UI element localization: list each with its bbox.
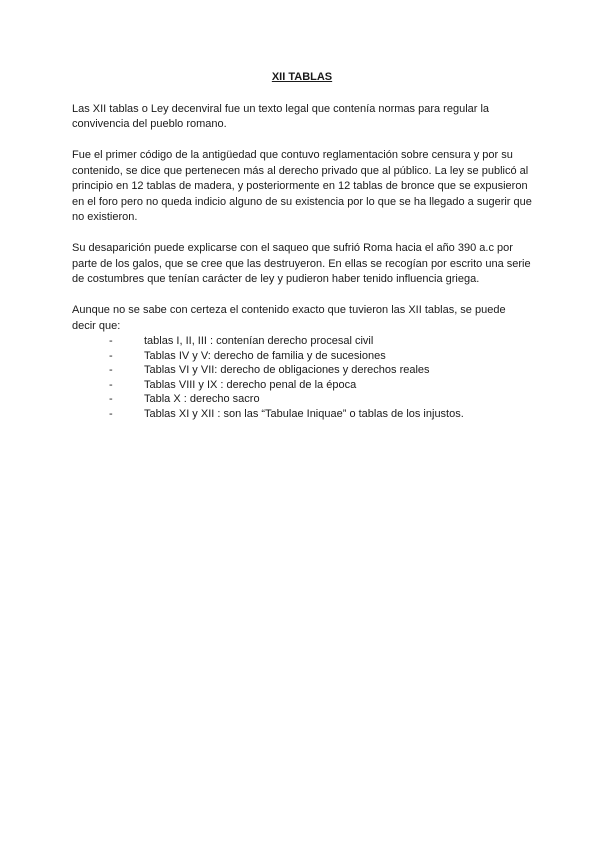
- list-item: [72, 363, 532, 378]
- list-item: [72, 349, 532, 364]
- paragraph-intro: Las XII tablas o Ley decenviral fue un texto legal que contenía normas para regular la convivencia del pueblo romano.: [72, 102, 490, 130]
- bullet-dash: -: [109, 407, 113, 420]
- document-title: XII TABLAS: [271, 71, 333, 83]
- list-intro: Aunque no se sabe con certeza el contenido exacto que tuvieron las XII tablas, se puede decir que:: [72, 304, 506, 332]
- list-item-text: Tabla X : derecho sacro: [144, 393, 260, 405]
- bullet-dash: -: [109, 378, 113, 391]
- paragraph-disappearance: Su desaparición puede explicarse con el saqueo que sufrió Roma hacia el año 390 a.c por parte de los galos, que se cree que las destruyeron. En ellas se recogían por escrito una serie de costumbres que tenían carácter de ley y pudieron haber tenido influencia griega.: [72, 242, 531, 285]
- list-item: [72, 392, 532, 407]
- bullet-dash: -: [109, 364, 113, 376]
- tables-content-list: [72, 334, 532, 421]
- bullet-dash: -: [109, 349, 113, 362]
- bullet-dash: -: [109, 393, 113, 405]
- bullet-dash: -: [109, 335, 113, 347]
- list-item: [72, 378, 532, 393]
- list-item-text: Tablas XI y XII : son las “Tabulae Iniquae” o tablas de los injustos.: [144, 407, 464, 420]
- list-item-text: Tablas IV y V: derecho de familia y de sucesiones: [144, 349, 386, 362]
- list-item: [72, 407, 532, 422]
- paragraph-origin: Fue el primer código de la antigüedad que contuvo reglamentación sobre censura y por su contenido, se dice que pertenecen más al derecho privado que al público. La ley se publicó al principio en 12 tablas de madera, y posteriormente en 12 tablas de bronce que se expusieron en el foro pero no queda indicio alguno de su existencia por lo que se ha llegado a sugerir que no existieron.: [72, 149, 532, 223]
- list-item-text: tablas I, II, III : contenían derecho procesal civil: [144, 335, 374, 347]
- list-item: [72, 334, 532, 349]
- list-item-text: Tablas VIII y IX : derecho penal de la época: [144, 378, 357, 391]
- document-page: [72, 70, 532, 421]
- list-item-text: Tablas VI y VII: derecho de obligaciones y derechos reales: [144, 364, 430, 376]
